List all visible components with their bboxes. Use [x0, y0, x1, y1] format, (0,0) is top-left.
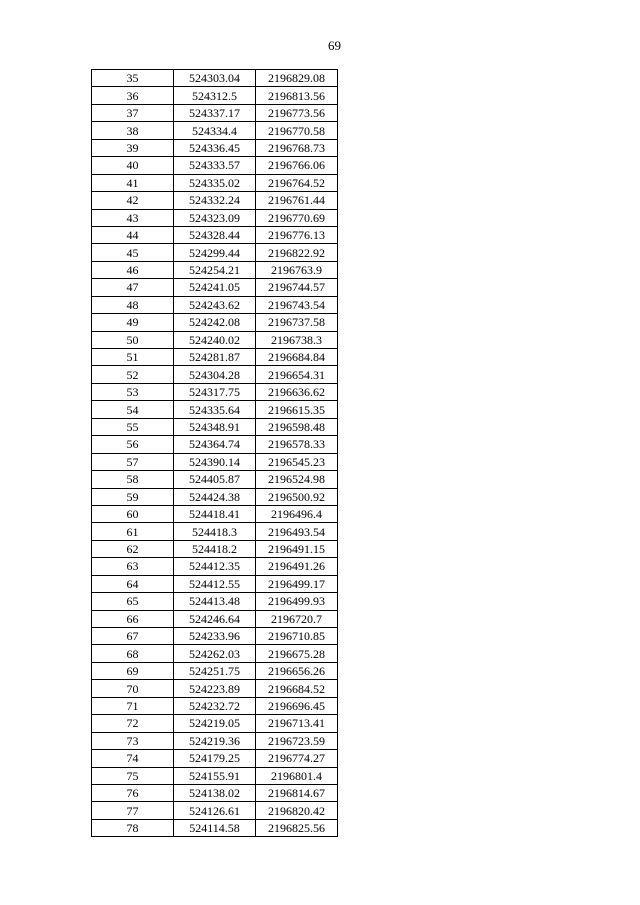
table-row	[92, 750, 338, 767]
point-id-cell: 45	[92, 244, 174, 261]
table-row	[92, 122, 338, 139]
y-coordinate-cell: 2196578.33	[256, 436, 338, 453]
point-id-cell: 65	[92, 593, 174, 610]
y-coordinate-cell: 2196766.06	[256, 157, 338, 174]
x-coordinate-cell: 524335.64	[174, 401, 256, 418]
y-coordinate-cell: 2196743.54	[256, 296, 338, 313]
y-coordinate-cell: 2196774.27	[256, 750, 338, 767]
coordinates-table	[91, 69, 338, 837]
x-coordinate-cell: 524334.4	[174, 122, 256, 139]
y-coordinate-cell: 2196499.17	[256, 575, 338, 592]
y-coordinate-cell: 2196820.42	[256, 802, 338, 819]
y-coordinate-cell: 2196696.45	[256, 697, 338, 714]
y-coordinate-cell: 2196656.26	[256, 662, 338, 679]
y-coordinate-cell: 2196825.56	[256, 819, 338, 836]
point-id-cell: 59	[92, 488, 174, 505]
page-number: 69	[328, 38, 341, 53]
table-row	[92, 436, 338, 453]
table-row	[92, 610, 338, 627]
y-coordinate-cell: 2196496.4	[256, 505, 338, 522]
x-coordinate-cell: 524241.05	[174, 279, 256, 296]
x-coordinate-cell: 524418.41	[174, 505, 256, 522]
x-coordinate-cell: 524412.35	[174, 558, 256, 575]
x-coordinate-cell: 524424.38	[174, 488, 256, 505]
point-id-cell: 73	[92, 732, 174, 749]
table-row	[92, 418, 338, 435]
x-coordinate-cell: 524364.74	[174, 436, 256, 453]
point-id-cell: 42	[92, 192, 174, 209]
point-id-cell: 56	[92, 436, 174, 453]
table-row	[92, 593, 338, 610]
table-row	[92, 244, 338, 261]
table-row	[92, 471, 338, 488]
table-row	[92, 558, 338, 575]
table-row	[92, 680, 338, 697]
point-id-cell: 62	[92, 540, 174, 557]
x-coordinate-cell: 524332.24	[174, 192, 256, 209]
x-coordinate-cell: 524412.55	[174, 575, 256, 592]
table-row	[92, 540, 338, 557]
point-id-cell: 40	[92, 157, 174, 174]
table-row	[92, 139, 338, 156]
table-row	[92, 628, 338, 645]
x-coordinate-cell: 524337.17	[174, 104, 256, 121]
table-row	[92, 802, 338, 819]
x-coordinate-cell: 524232.72	[174, 697, 256, 714]
x-coordinate-cell: 524336.45	[174, 139, 256, 156]
table-row	[92, 645, 338, 662]
table-row	[92, 488, 338, 505]
point-id-cell: 63	[92, 558, 174, 575]
x-coordinate-cell: 524405.87	[174, 471, 256, 488]
table-row	[92, 523, 338, 540]
x-coordinate-cell: 524262.03	[174, 645, 256, 662]
x-coordinate-cell: 524304.28	[174, 366, 256, 383]
y-coordinate-cell: 2196720.7	[256, 610, 338, 627]
x-coordinate-cell: 524219.36	[174, 732, 256, 749]
table-row	[92, 87, 338, 104]
y-coordinate-cell: 2196493.54	[256, 523, 338, 540]
x-coordinate-cell: 524114.58	[174, 819, 256, 836]
point-id-cell: 57	[92, 453, 174, 470]
point-id-cell: 46	[92, 261, 174, 278]
table-row	[92, 261, 338, 278]
table-row	[92, 784, 338, 801]
x-coordinate-cell: 524254.21	[174, 261, 256, 278]
x-coordinate-cell: 524333.57	[174, 157, 256, 174]
x-coordinate-cell: 524317.75	[174, 383, 256, 400]
point-id-cell: 70	[92, 680, 174, 697]
y-coordinate-cell: 2196764.52	[256, 174, 338, 191]
y-coordinate-cell: 2196829.08	[256, 70, 338, 87]
y-coordinate-cell: 2196684.84	[256, 349, 338, 366]
table-row	[92, 575, 338, 592]
x-coordinate-cell: 524323.09	[174, 209, 256, 226]
x-coordinate-cell: 524335.02	[174, 174, 256, 191]
y-coordinate-cell: 2196684.52	[256, 680, 338, 697]
point-id-cell: 35	[92, 70, 174, 87]
x-coordinate-cell: 524281.87	[174, 349, 256, 366]
x-coordinate-cell: 524223.89	[174, 680, 256, 697]
y-coordinate-cell: 2196524.98	[256, 471, 338, 488]
point-id-cell: 60	[92, 505, 174, 522]
y-coordinate-cell: 2196776.13	[256, 226, 338, 243]
x-coordinate-cell: 524179.25	[174, 750, 256, 767]
y-coordinate-cell: 2196768.73	[256, 139, 338, 156]
table-row	[92, 174, 338, 191]
point-id-cell: 38	[92, 122, 174, 139]
y-coordinate-cell: 2196761.44	[256, 192, 338, 209]
table-row	[92, 296, 338, 313]
table-row	[92, 401, 338, 418]
table-row	[92, 70, 338, 87]
point-id-cell: 49	[92, 314, 174, 331]
x-coordinate-cell: 524240.02	[174, 331, 256, 348]
x-coordinate-cell: 524242.08	[174, 314, 256, 331]
x-coordinate-cell: 524413.48	[174, 593, 256, 610]
point-id-cell: 67	[92, 628, 174, 645]
y-coordinate-cell: 2196713.41	[256, 715, 338, 732]
point-id-cell: 68	[92, 645, 174, 662]
point-id-cell: 66	[92, 610, 174, 627]
table-row	[92, 366, 338, 383]
x-coordinate-cell: 524251.75	[174, 662, 256, 679]
y-coordinate-cell: 2196801.4	[256, 767, 338, 784]
table-row	[92, 715, 338, 732]
x-coordinate-cell: 524299.44	[174, 244, 256, 261]
table-row	[92, 453, 338, 470]
x-coordinate-cell: 524390.14	[174, 453, 256, 470]
table-row	[92, 279, 338, 296]
point-id-cell: 47	[92, 279, 174, 296]
table-row	[92, 767, 338, 784]
table-row	[92, 209, 338, 226]
y-coordinate-cell: 2196822.92	[256, 244, 338, 261]
point-id-cell: 74	[92, 750, 174, 767]
x-coordinate-cell: 524418.3	[174, 523, 256, 540]
point-id-cell: 54	[92, 401, 174, 418]
point-id-cell: 77	[92, 802, 174, 819]
x-coordinate-cell: 524328.44	[174, 226, 256, 243]
y-coordinate-cell: 2196773.56	[256, 104, 338, 121]
y-coordinate-cell: 2196710.85	[256, 628, 338, 645]
y-coordinate-cell: 2196545.23	[256, 453, 338, 470]
x-coordinate-cell: 524126.61	[174, 802, 256, 819]
point-id-cell: 72	[92, 715, 174, 732]
table-row	[92, 314, 338, 331]
x-coordinate-cell: 524303.04	[174, 70, 256, 87]
x-coordinate-cell: 524312.5	[174, 87, 256, 104]
x-coordinate-cell: 524233.96	[174, 628, 256, 645]
point-id-cell: 71	[92, 697, 174, 714]
y-coordinate-cell: 2196738.3	[256, 331, 338, 348]
point-id-cell: 64	[92, 575, 174, 592]
y-coordinate-cell: 2196654.31	[256, 366, 338, 383]
table-row	[92, 383, 338, 400]
point-id-cell: 51	[92, 349, 174, 366]
x-coordinate-cell: 524246.64	[174, 610, 256, 627]
table-row	[92, 104, 338, 121]
point-id-cell: 76	[92, 784, 174, 801]
point-id-cell: 39	[92, 139, 174, 156]
y-coordinate-cell: 2196636.62	[256, 383, 338, 400]
table-row	[92, 349, 338, 366]
point-id-cell: 53	[92, 383, 174, 400]
point-id-cell: 48	[92, 296, 174, 313]
x-coordinate-cell: 524155.91	[174, 767, 256, 784]
point-id-cell: 78	[92, 819, 174, 836]
x-coordinate-cell: 524418.2	[174, 540, 256, 557]
table-row	[92, 226, 338, 243]
table-row	[92, 697, 338, 714]
table-row	[92, 662, 338, 679]
x-coordinate-cell: 524243.62	[174, 296, 256, 313]
point-id-cell: 69	[92, 662, 174, 679]
y-coordinate-cell: 2196744.57	[256, 279, 338, 296]
point-id-cell: 50	[92, 331, 174, 348]
y-coordinate-cell: 2196723.59	[256, 732, 338, 749]
table-row	[92, 192, 338, 209]
y-coordinate-cell: 2196598.48	[256, 418, 338, 435]
point-id-cell: 43	[92, 209, 174, 226]
point-id-cell: 61	[92, 523, 174, 540]
x-coordinate-cell: 524138.02	[174, 784, 256, 801]
y-coordinate-cell: 2196814.67	[256, 784, 338, 801]
y-coordinate-cell: 2196770.58	[256, 122, 338, 139]
y-coordinate-cell: 2196500.92	[256, 488, 338, 505]
point-id-cell: 37	[92, 104, 174, 121]
point-id-cell: 58	[92, 471, 174, 488]
table-row	[92, 157, 338, 174]
point-id-cell: 36	[92, 87, 174, 104]
point-id-cell: 52	[92, 366, 174, 383]
y-coordinate-cell: 2196770.69	[256, 209, 338, 226]
coordinates-table-body	[92, 70, 338, 837]
point-id-cell: 41	[92, 174, 174, 191]
y-coordinate-cell: 2196675.28	[256, 645, 338, 662]
y-coordinate-cell: 2196615.35	[256, 401, 338, 418]
table-row	[92, 331, 338, 348]
y-coordinate-cell: 2196737.58	[256, 314, 338, 331]
y-coordinate-cell: 2196499.93	[256, 593, 338, 610]
point-id-cell: 75	[92, 767, 174, 784]
table-row	[92, 819, 338, 836]
y-coordinate-cell: 2196813.56	[256, 87, 338, 104]
table-row	[92, 505, 338, 522]
table-row	[92, 732, 338, 749]
y-coordinate-cell: 2196763.9	[256, 261, 338, 278]
x-coordinate-cell: 524348.91	[174, 418, 256, 435]
x-coordinate-cell: 524219.05	[174, 715, 256, 732]
y-coordinate-cell: 2196491.15	[256, 540, 338, 557]
y-coordinate-cell: 2196491.26	[256, 558, 338, 575]
point-id-cell: 55	[92, 418, 174, 435]
point-id-cell: 44	[92, 226, 174, 243]
